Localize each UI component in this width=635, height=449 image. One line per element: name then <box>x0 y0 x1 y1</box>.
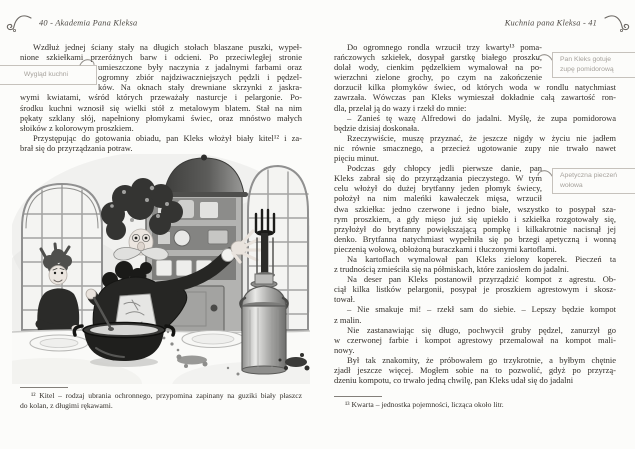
text-line: brał się do przyrządzania potraw. <box>20 142 133 153</box>
text-line: Był tak znakomity, że próbowałem go trzykrotnie, a byłbym chętnie <box>347 354 616 365</box>
right-page-header-text: Kuchnia pana Kleksa - 41 <box>504 18 597 28</box>
text-line: nione szkiełkami przeróżnych barw i odcieni. Po przeciwległej stronie <box>20 52 302 63</box>
text-line: środku kuchni wznosił się wielki stół z metalowym blatem. Stał na nim <box>20 102 302 113</box>
right-page-text-column <box>334 42 616 385</box>
door-knob <box>211 305 218 312</box>
margin-note-line: Apetyczna pieczeń <box>560 172 618 179</box>
text-line: Do ogromnego rondla wrzucił trzy kwarty¹³ poma- <box>347 42 542 52</box>
text-line: Rzeczywiście, muszę przyznać, że jeszcze nigdy w życiu nie jadłem <box>347 132 616 143</box>
margin-note-line: zupę pomidorową <box>560 65 614 73</box>
text-line: – Zanieś tę wazę Alfredowi do jadalni. Myślę, że zupa pomidorowa <box>347 112 616 123</box>
text-line: będzie dzisiaj doskonała. <box>334 122 420 133</box>
text-line: położył na nim maleńki kawałeczek mięsa, wrzucił <box>334 193 542 204</box>
text-line: dwa szkiełka: jedno czerwone i jedno białe, wszystko to posypał sza- <box>334 203 616 214</box>
text-line: Na kartoflach wymalował pan Kleks zielony koperek. Pieczeń ta <box>347 253 616 264</box>
text-line: pięciu minut. <box>334 153 379 164</box>
text-line: celu włożył do dużej brytfanny jeden płomyk świecy, <box>334 183 542 194</box>
text-line: rym proszkiem, a gdy mięso już się upiekło i szkiełka rozgotowały się, <box>334 213 616 224</box>
text-line: ciął kilka listków pelargonii, posypał je proszkiem agrestowym i skosz- <box>334 284 616 295</box>
note-pointer-icon <box>79 58 95 67</box>
right-footnote <box>334 400 616 410</box>
text-line: dolał wody, cienkim pędzelkiem wymalował na po- <box>334 62 542 73</box>
text-line: ogromny zbiór najdziwaczniejszych pędzli i pędzel- <box>98 72 302 83</box>
text-line: denko. Brytfanna natychmiast wypełniła się po brzegi apetyczną i wonną <box>334 233 616 244</box>
text-line: zjadł jeszcze więcej. Mogłem sobie na to pozwolić, gdyż po przyrzą- <box>334 365 616 375</box>
text-line: przyłożył do brytfanny powiększającą pompkę i kilkakrotnie nacisnął jej <box>334 223 616 234</box>
text-line: dorzucił kilka płomyków świec, od których woda w rondlu natychmiast <box>334 82 616 93</box>
text-line: Wzdłuż jednej ściany stały na długich stołach blaszane puszki, wypeł- <box>33 42 302 52</box>
text-line: pękaty szklany słój, napełniony płomykami świec, oraz mnóstwo małych <box>20 112 302 123</box>
text-line: Podczas gdy chłopcy jedli pierwsze danie, pan <box>347 163 542 174</box>
footnote-rule <box>334 396 382 397</box>
margin-note-label: Wygląd kuchni <box>23 71 69 78</box>
margin-note-roast-beef <box>552 168 635 194</box>
text-line: wymi kwiatami, wśród których przeważały nasturcje i pelargonie. Po- <box>20 92 302 103</box>
left-running-head <box>4 14 137 34</box>
text-line: słoików z kolorowym proszkiem. <box>20 122 134 133</box>
text-line: Nie zastanawiając się długo, pochwycił gruby pędzel, zanurzył go <box>347 324 616 335</box>
margin-note-line: Pan Kleks gotuje <box>560 56 612 63</box>
text-line: rańczowych szkiełek, dosypał garstkę białego proszku, <box>334 52 542 63</box>
text-line: wierzchni zielone grochy, po czym na zakończenie <box>334 72 542 83</box>
text-line: – Nie smakuje mi! – rzekł sam do siebie. – Lepszy będzie kompot <box>347 304 616 315</box>
text-line: z malin. <box>334 314 362 325</box>
text-line: z trudnością zmieściła się na półmiskach, które zaniosłem do jadalni. <box>334 264 569 275</box>
plate-right <box>182 331 244 348</box>
text-line: w czerwonej farbie i kompot agrestowy przemalował na kompot mali- <box>334 334 616 345</box>
right-running-head <box>334 14 632 34</box>
left-footnote <box>20 391 302 411</box>
left-page-text-column <box>20 42 302 153</box>
margin-note-kitchen-look <box>0 65 97 85</box>
text-line: pieczenią wołową, obłożoną buraczkami i tłuczonymi kartoflami. <box>334 243 557 254</box>
margin-note-line: wołowa <box>560 181 583 189</box>
footnote-rule <box>20 387 68 388</box>
flourish-icon <box>604 14 632 32</box>
note-pointer-icon <box>537 53 553 62</box>
text-line: umieszczone były naczynia z jadalnymi farbami oraz <box>98 62 302 73</box>
footnote-line: do kolan, z długimi rękawami. <box>20 401 113 410</box>
text-line: nic równie smacznego, a przecież ugotowanie zupy nie trwało nawet <box>334 142 616 153</box>
note-pointer-icon <box>537 169 553 178</box>
text-line: Kleks zabrał się do przyrządzania pieczystego. W tym <box>334 173 542 184</box>
flourish-icon <box>4 14 32 32</box>
text-line: Przystępując do gotowania obiadu, pan Kleks włożył biały kitel¹² i za- <box>33 132 302 143</box>
kitchen-illustration <box>12 154 310 384</box>
text-line: dzeniu kompotu, co trwało jedną chwilę, pan Kleks udał się do jadalni <box>334 375 574 386</box>
text-line: ków. Na oknach stały drewniane skrzynki z jaskra- <box>98 82 302 93</box>
margin-note-tomato-soup <box>552 52 635 78</box>
text-line: nowy. <box>334 344 355 355</box>
footnote-line: ¹² Kitel – rodzaj ubrania ochronnego, przypomina zapinany na guziki biały płaszcz <box>31 391 302 400</box>
plate-left <box>30 335 88 351</box>
left-page-header-text: 40 - Akademia Pana Kleksa <box>39 18 138 28</box>
text-line: Na deser pan Kleks postanowił przyrządzić kompot z agrestu. Ob- <box>347 274 616 285</box>
text-line: zawrzała. Wówczas pan Kleks wymieszał dokładnie całą zawartość ron- <box>334 92 616 103</box>
footnote-line: ¹³ Kwarta – jednostka pojemności, licząca około litr. <box>345 400 504 409</box>
text-line: tował. <box>334 294 356 305</box>
text-line: dla, przelał ją do wazy i rzekł do mnie: <box>334 102 467 113</box>
